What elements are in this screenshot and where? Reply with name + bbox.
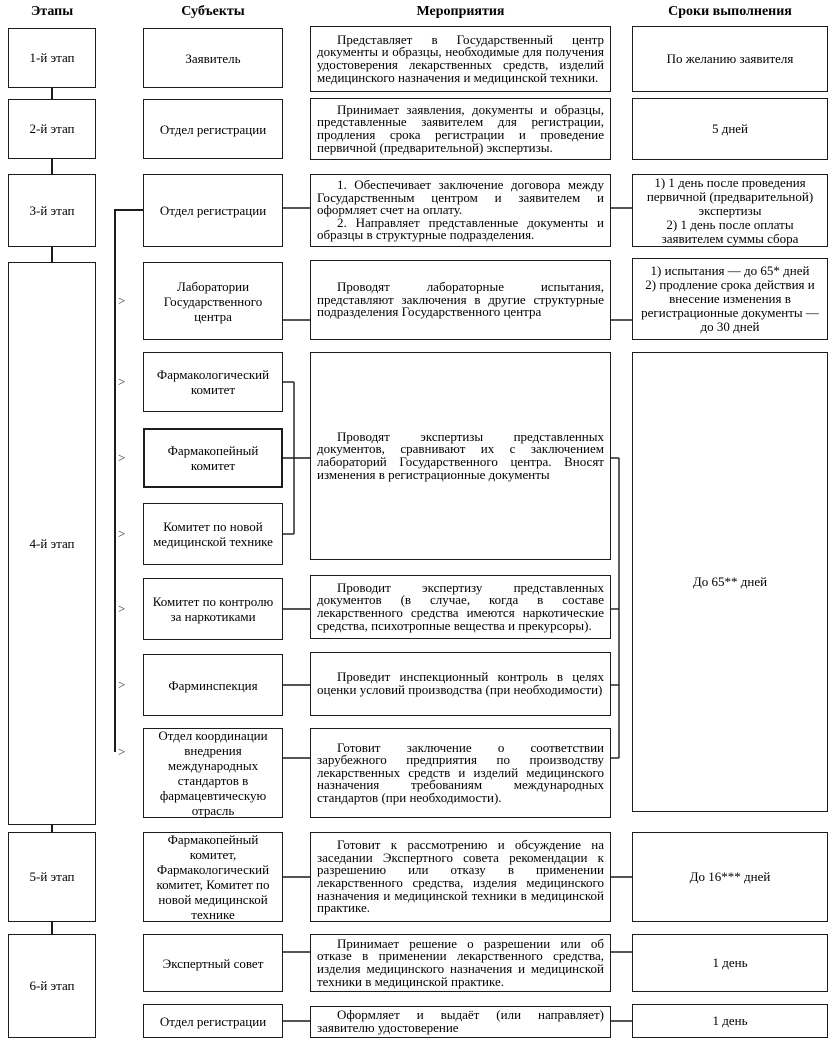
activity-text: 2. Направляет представленные документы и образцы в структурные подразделения. xyxy=(317,214,604,243)
subject-box-drug-control-committee: Комитет по контролю за наркотиками xyxy=(143,578,283,640)
deadline-line: 2) 1 день после оплаты заявителем суммы сбора xyxy=(661,216,799,246)
activity-box-1 xyxy=(310,26,611,92)
flow-arrow-icon: > xyxy=(118,526,126,541)
flow-arrow-icon: > xyxy=(118,293,126,308)
activity-box-7 xyxy=(310,652,611,716)
subject-box-pharmacopoeia-committee: Фармакопейный комитет xyxy=(143,428,283,488)
deadline-line: 1) 1 день после проведения первичной (предварительной) экспертизы xyxy=(646,174,814,218)
deadline-box-3 xyxy=(632,174,828,247)
flow-arrow-icon: > xyxy=(118,744,126,759)
deadline-box-8: 1 день xyxy=(632,1004,828,1038)
activity-text: Проводят экспертизы представленных документов, сравнивают их с заключением лабораторий Государственного центра. Вносят изменения в регистрационные документы xyxy=(317,428,604,482)
subject-activity-connectors xyxy=(283,208,310,1021)
column-header-activities: Мероприятия xyxy=(416,4,505,19)
flow-arrow-icon: > xyxy=(118,677,126,692)
activity-text: Проводят лабораторные испытания, представляют заключения в другие структурные подразделения Государственного центра xyxy=(317,279,604,320)
deadline-box-6: До 16*** дней xyxy=(632,832,828,922)
deadline-box-1: По желанию заявителя xyxy=(632,26,828,92)
activity-box-10 xyxy=(310,934,611,992)
deadline-box-7: 1 день xyxy=(632,934,828,992)
subject-box-pharminspection: Фарминспекция xyxy=(143,654,283,716)
activity-deadline-connectors xyxy=(610,208,632,1021)
deadline-line: 2) продление срока действия и внесение изменения в регистрационные документы — до 30 дней xyxy=(641,277,819,334)
stage-box-6: 6-й этап xyxy=(8,934,96,1038)
activity-box-2 xyxy=(310,98,611,160)
activity-box-9 xyxy=(310,832,611,922)
deadline-box-4 xyxy=(632,258,828,340)
activity-box-11 xyxy=(310,1006,611,1038)
subject-box-pharmacological-committee: Фармакологический комитет xyxy=(143,352,283,412)
activity-text: Принимает заявления, документы и образцы, представленные заявителем для регистрации, продления срока регистрации и проведение первичной (предварительной) экспертизы. xyxy=(317,101,604,155)
activity-text: Представляет в Государственный центр документы и образцы, необходимые для получения удостоверения лекарственных средств, изделий медицинского назначения и медицинской техники. xyxy=(317,31,604,85)
column-header-stages: Этапы xyxy=(30,4,74,19)
activity-text: 1. Обеспечивает заключение договора между Государственным центром и заявителем и оформляет счет на оплату. xyxy=(317,177,604,218)
stage-box-4: 4-й этап xyxy=(8,262,96,825)
stage-box-2: 2-й этап xyxy=(8,99,96,159)
activity-text: Готовит к рассмотрению и обсуждение на заседании Экспертного совета рекомендации к разрешению или отказу в применении лекарственного средства, изделия медицинского назначения и медицинской техники в медицинской практике. xyxy=(317,837,604,916)
activity-text: Проведит инспекционный контроль в целях оценки условий производства (при необходимости) xyxy=(317,669,604,697)
flow-arrow-icon: > xyxy=(118,601,126,616)
subject-box-registration-dept-2: Отдел регистрации xyxy=(143,174,283,247)
activity-box-4 xyxy=(310,260,611,340)
stage-box-3: 3-й этап xyxy=(8,174,96,247)
subject-box-registration-dept-3: Отдел регистрации xyxy=(143,1004,283,1038)
activity-box-5 xyxy=(310,352,611,560)
subject-box-standards-coordination-dept: Отдел координации внедрения международных стандартов в фармацевтическую отрасль xyxy=(143,728,283,818)
column-header-subjects: Субъекты xyxy=(181,4,245,19)
distribution-line xyxy=(115,209,143,752)
subject-box-laboratories: Лаборатории Государственного центра xyxy=(143,262,283,340)
column-header-deadlines: Сроки выполнения xyxy=(668,4,792,19)
stage-box-1: 1-й этап xyxy=(8,28,96,88)
activity-text: Оформляет и выдаёт (или направляет) заявителю удостоверение xyxy=(317,1007,604,1035)
flow-arrow-icon: > xyxy=(118,374,126,389)
stage-box-5: 5-й этап xyxy=(8,832,96,922)
activity-box-8 xyxy=(310,728,611,818)
deadline-line: 1) испытания — до 65* дней xyxy=(650,263,810,278)
activity-text: Проводит экспертизу представленных документов (в случае, когда в составе лекарственного средства имеются наркотические средства, психотропные вещества и прекурсоры). xyxy=(317,579,604,633)
activity-box-6 xyxy=(310,575,611,639)
subject-box-expert-council: Экспертный совет xyxy=(143,934,283,992)
subject-box-joint-committees: Фармакопейный комитет, Фармакологический комитет, Комитет по новой медицинской технике xyxy=(143,832,283,922)
subject-box-registration-dept: Отдел регистрации xyxy=(143,99,283,159)
deadline-box-2: 5 дней xyxy=(632,98,828,160)
flow-arrow-icon: > xyxy=(118,450,126,465)
subject-box-applicant: Заявитель xyxy=(143,28,283,88)
activity-text: Готовит заключение о соответствии зарубежного предприятия по производству лекарственных средств и изделий медицинского назначения требованиям международных стандартов (при необходимости). xyxy=(317,739,604,805)
activity-text: Принимает решение о разрешении или об отказе в применении лекарственного средства, изделия медицинского назначения и медицинской техники в медицинской практике. xyxy=(317,935,604,989)
subject-box-new-medical-equipment-committee: Комитет по новой медицинской технике xyxy=(143,503,283,565)
activity-box-3 xyxy=(310,174,611,247)
deadline-box-5: До 65** дней xyxy=(632,352,828,812)
